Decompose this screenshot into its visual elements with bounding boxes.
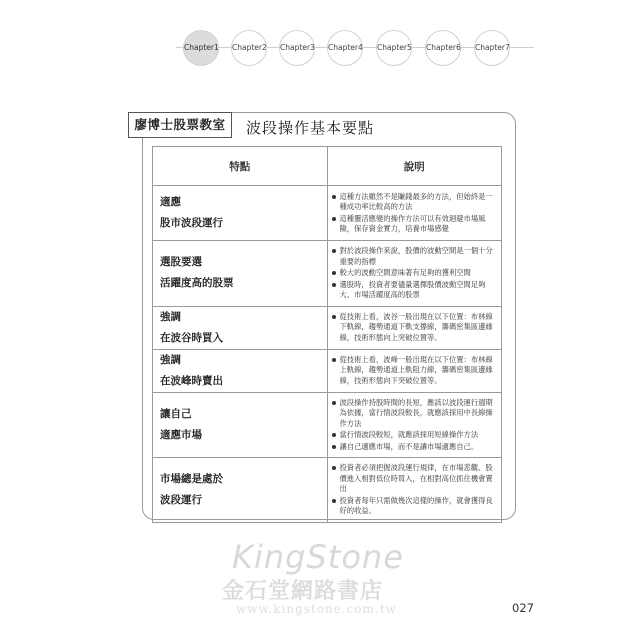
classroom-tab-label: 廖博士股票教室 <box>128 112 232 138</box>
description-cell <box>327 306 502 349</box>
feature-line: 適應市場 <box>160 428 202 441</box>
header-description: 說明 <box>327 147 502 186</box>
watermark-store-name: 金石堂網路書店 <box>222 578 384 604</box>
feature-line: 強調 <box>160 353 181 366</box>
table-header-row <box>153 147 502 186</box>
bullet-dot-icon <box>332 401 336 405</box>
chapter-tab-6[interactable]: Chapter6 <box>425 30 461 66</box>
bullet-text: 讓自己適應市場，而不是讓市場適應自己。 <box>339 441 479 451</box>
description-cell <box>327 458 502 523</box>
bullet-item <box>332 246 496 267</box>
description-cell <box>327 241 502 307</box>
feature-cell <box>153 349 328 392</box>
bullet-item <box>332 280 496 301</box>
feature-line: 在波峰時賣出 <box>160 374 223 387</box>
feature-line: 股市波段運行 <box>160 217 223 229</box>
bullet-item <box>332 430 496 441</box>
feature-cell <box>153 458 328 523</box>
bullet-dot-icon <box>332 466 336 470</box>
bullet-text: 對於波段操作來說，股價的波動空間是一個十分重要的指標 <box>339 246 493 266</box>
bullet-dot-icon <box>332 433 336 437</box>
bullet-dot-icon <box>332 315 336 319</box>
section-title: 波段操作基本要點 <box>246 119 375 137</box>
chapter-tab-4[interactable]: Chapter4 <box>327 30 363 66</box>
feature-cell <box>153 186 328 241</box>
table-row <box>153 349 502 392</box>
bullet-text: 這種靈活應變的操作方法可以有效迴避市場風險，保存資金實力，培養市場感覺 <box>339 213 486 233</box>
bullet-item <box>332 355 496 387</box>
bullet-text: 從技術上看，波峰一般出現在以下位置：布林線上軌線，趨勢通道上軌阻力線，籌碼密集區邊緣線，技術形態向下突破位置等。 <box>339 354 493 385</box>
page-number: 027 <box>512 601 534 615</box>
bullet-text: 這種方法雖然不是賺錢最多的方法，但始終是一種成功率比較高的方法 <box>339 191 493 211</box>
bullet-dot-icon <box>332 271 336 275</box>
header-feature: 特點 <box>153 147 328 186</box>
bullet-item <box>332 312 496 344</box>
table-row <box>153 241 502 307</box>
chapter-tab-5[interactable]: Chapter5 <box>376 30 412 66</box>
watermark-url: www.kingstone.com.tw <box>236 602 397 616</box>
bullet-item <box>332 192 496 213</box>
watermark-logo: KingStone <box>232 538 404 576</box>
feature-line: 強調 <box>160 310 181 323</box>
table-row <box>153 186 502 241</box>
description-cell <box>327 349 502 392</box>
feature-line: 適應 <box>160 196 181 208</box>
bullet-item <box>332 442 496 453</box>
bullet-text: 波段操作持股時間的長短，應該以波段運行週期為依據，當行情波段較長，就應該採用中長線操作方法 <box>339 397 493 428</box>
description-cell <box>327 186 502 241</box>
bullet-dot-icon <box>332 358 336 362</box>
table-row <box>153 458 502 523</box>
chapter-tab-3[interactable]: Chapter3 <box>279 30 315 66</box>
bullet-text: 較大的波動空間意味著有足夠的獲利空間 <box>339 268 471 277</box>
bullet-item <box>332 214 496 235</box>
bullet-text: 當行情波段較短，就應該採用短線操作方法 <box>339 430 479 439</box>
bullet-text: 投資者必須把握波段運行規律，在市場悲觀、股價進入相對低位時買入，在相對高位抓住機會賣出 <box>339 463 493 493</box>
bullet-item <box>332 463 496 495</box>
feature-cell <box>153 241 328 307</box>
bullet-dot-icon <box>332 445 336 449</box>
bullet-item <box>332 268 496 279</box>
chapter-tab-7[interactable]: Chapter7 <box>474 30 510 66</box>
feature-line: 讓自己 <box>160 407 192 420</box>
bullet-text: 從技術上看，波谷一般出現在以下位置：布林線下軌線，趨勢通道下軌支撐線，籌碼密集區邊緣線，技術形態向上突破位置等。 <box>339 311 493 342</box>
feature-cell <box>153 392 328 458</box>
table-row <box>153 306 502 349</box>
chapter-nav <box>0 30 640 66</box>
feature-line: 選股要選 <box>160 256 202 269</box>
feature-line: 活躍度高的股票 <box>160 277 234 290</box>
key-points-table <box>152 146 502 523</box>
bullet-dot-icon <box>332 249 336 253</box>
bullet-text: 選股時，投資者要儘量選擇股價波動空間足夠大、市場活躍度高的股票 <box>339 279 486 299</box>
bullet-dot-icon <box>332 217 336 221</box>
feature-line: 市場總是處於 <box>160 472 223 485</box>
bullet-item <box>332 398 496 430</box>
bullet-text: 投資者每年只需做幾次這樣的操作，就會獲得良好的收益。 <box>339 495 493 515</box>
bullet-item <box>332 496 496 517</box>
bullet-dot-icon <box>332 499 336 503</box>
chapter-tab-2[interactable]: Chapter2 <box>231 30 267 66</box>
feature-line: 在波谷時買入 <box>160 331 223 344</box>
chapter-tab-1[interactable]: Chapter1 <box>183 30 219 66</box>
bullet-dot-icon <box>332 283 336 287</box>
feature-cell <box>153 306 328 349</box>
table-row <box>153 392 502 458</box>
bullet-dot-icon <box>332 195 336 199</box>
feature-line: 波段運行 <box>160 493 202 506</box>
description-cell <box>327 392 502 458</box>
